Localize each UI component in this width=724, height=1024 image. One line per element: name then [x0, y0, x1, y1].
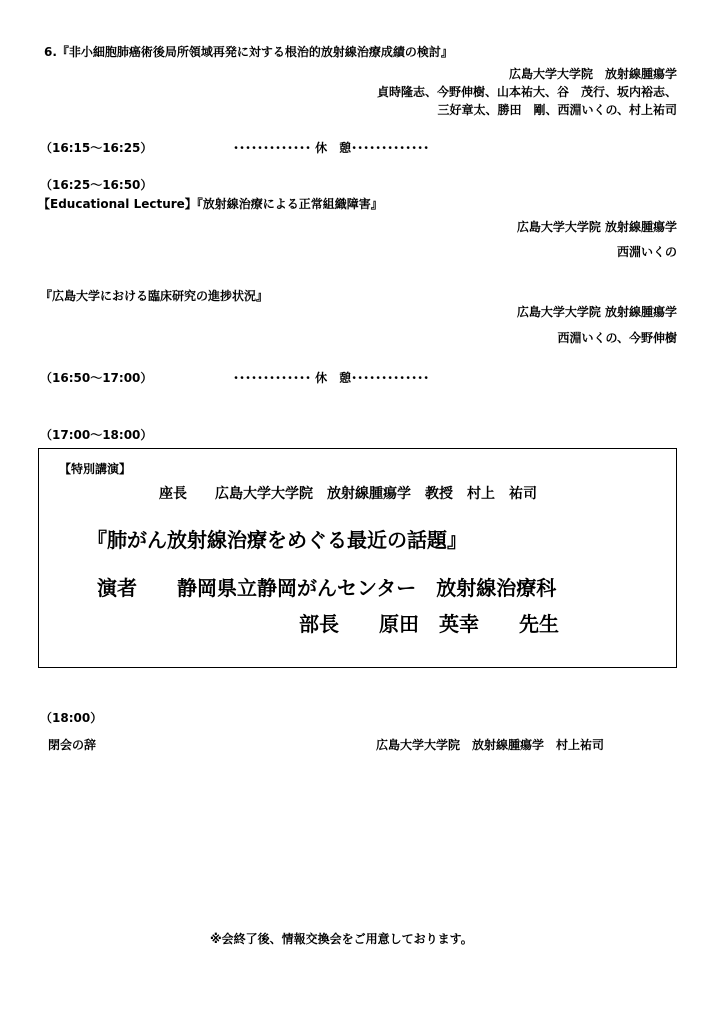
special-chair-line: 座長 広島大学大学院 放射線腫瘍学 教授 村上 祐司 [159, 486, 537, 502]
item6-authors-line1: 貞時隆志、今野伸樹、山本祐大、谷 茂行、坂内裕志、 [376, 85, 677, 99]
closing-label: 閉会の辞 [48, 738, 97, 752]
educational-title: 【Educational Lecture】『放射線治療による正常組織障害』 [38, 197, 383, 211]
educational-affiliation: 広島大学大学院 放射線腫瘍学 [516, 220, 677, 234]
educational-speaker: 西淵いくの [616, 245, 677, 259]
special-lecture-box [38, 448, 677, 668]
special-heading: 【特別講演】 [59, 462, 132, 476]
special-speaker-line1: 演者 静岡県立静岡がんセンター 放射線治療科 [97, 576, 557, 600]
footer-note: ※会終了後、情報交換会をご用意しております。 [210, 932, 473, 946]
educational-time: （16:25～16:50） [40, 178, 153, 192]
break1-label: ･････････････ 休 憩･････････････ [233, 141, 430, 155]
item6-affiliation: 広島大学大学院 放射線腫瘍学 [508, 67, 677, 81]
special-time: （17:00～18:00） [40, 428, 153, 442]
clinical-affiliation: 広島大学大学院 放射線腫瘍学 [516, 305, 677, 319]
break2-label: ･････････････ 休 憩･････････････ [233, 371, 430, 385]
clinical-speakers: 西淵いくの、今野伸樹 [557, 331, 677, 345]
closing-affiliation: 広島大学大学院 放射線腫瘍学 村上祐司 [376, 738, 605, 752]
item6-title: 6.『非小細胞肺癌術後局所領域再発に対する根治的放射線治療成績の検討』 [44, 45, 453, 59]
clinical-title: 『広島大学における臨床研究の進捗状況』 [40, 289, 269, 303]
break1-time: （16:15～16:25） [40, 141, 153, 155]
item6-authors-line2: 三好章太、勝田 剛、西淵いくの、村上祐司 [437, 103, 677, 117]
break2-time: （16:50～17:00） [40, 371, 153, 385]
special-speaker-line2: 部長 原田 英幸 先生 [299, 612, 559, 636]
closing-time: （18:00） [40, 711, 103, 725]
special-lecture-title: 『肺がん放射線治療をめぐる最近の話題』 [87, 528, 467, 552]
